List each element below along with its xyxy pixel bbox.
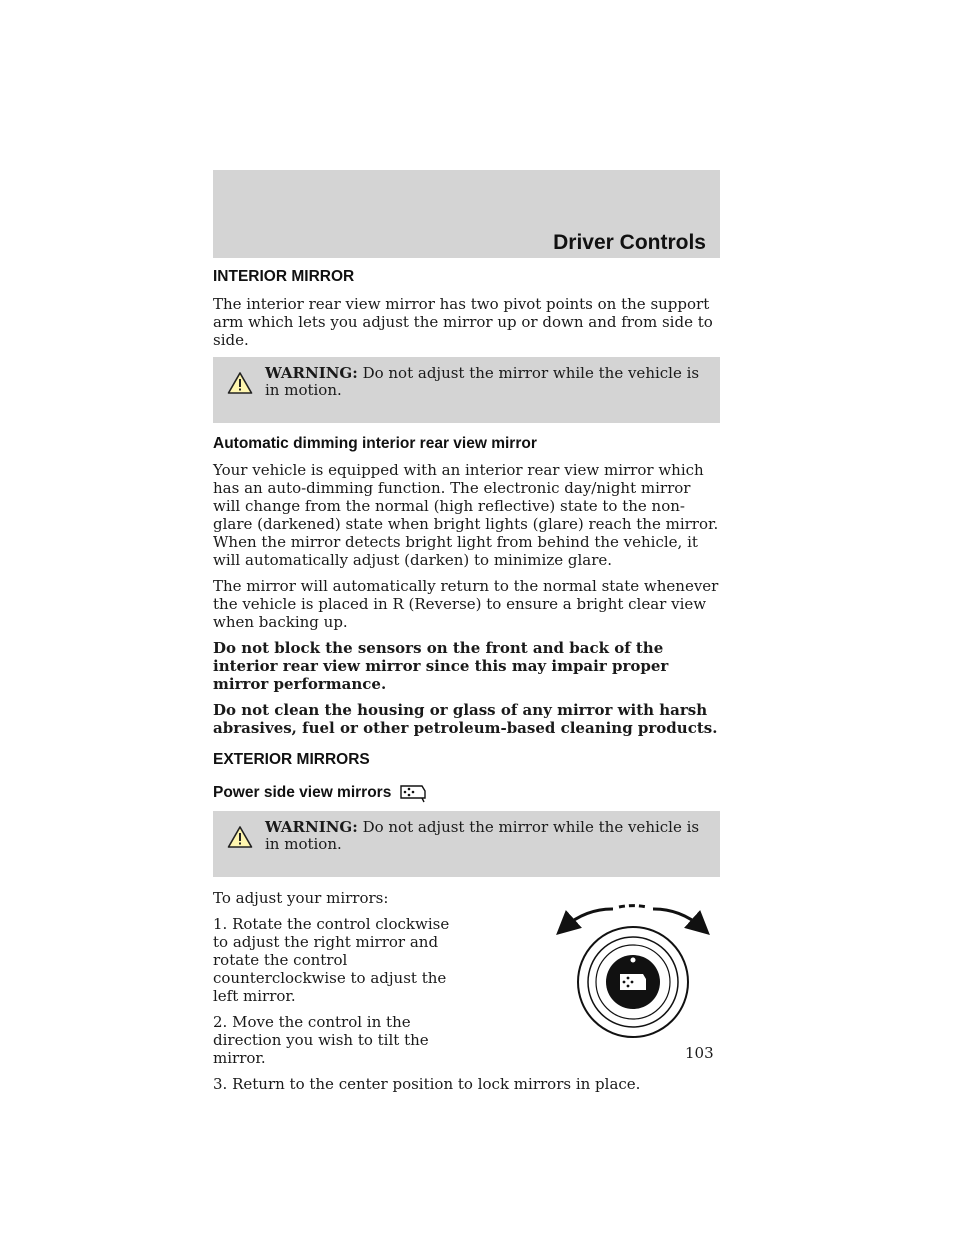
warning-label: WARNING: (265, 818, 358, 836)
rotation-arrow-left (565, 909, 613, 927)
warning-label: WARNING: (265, 364, 358, 382)
warning-text: Do not adjust the mirror while the vehicle is in motion. (265, 364, 700, 399)
auto-dimming-paragraph-1: Your vehicle is equipped with an interior rear view mirror which has an auto-dimming function. The electronic day/night mirror will change from the normal (high reflective) state to the non-glare (darkened) state when bright lights (glare) reach the mirror. When the mirror detects bright light from behind the vehicle, it will automatically adjust (darken) to minimize glare. (213, 461, 719, 569)
auto-dimming-paragraph-2: The mirror will automatically return to the normal state whenever the vehicle is placed in R (Reverse) to ensure a bright clear view when backing up. (213, 577, 719, 631)
step-2: 2. Move the control in the direction you wish to tilt the mirror. (213, 1013, 429, 1067)
section-header-band (213, 170, 720, 258)
rotation-arrow-right (653, 909, 701, 927)
adjust-instructions (213, 889, 720, 1067)
page-number: 103 (685, 1044, 714, 1062)
section-title: Driver Controls (553, 231, 706, 254)
interior-mirror-intro: The interior rear view mirror has two pivot points on the support arm which lets you adjust the mirror up or down and from side to side. (213, 295, 713, 349)
warning-text: Do not adjust the mirror while the vehicle is in motion. (265, 818, 700, 853)
step-1: 1. Rotate the control clockwise to adjust the right mirror and rotate the control counterclockwise to adjust the left mirror. (213, 915, 450, 1005)
page-content (213, 268, 720, 1101)
power-mirrors-heading (213, 783, 720, 803)
adjust-intro: To adjust your mirrors: (213, 889, 389, 907)
sensor-caution: Do not block the sensors on the front and back of the interior rear view mirror since this may impair proper mirror performance. (213, 639, 669, 693)
warning-triangle-icon (227, 825, 253, 849)
power-mirrors-label: Power side view mirrors (213, 784, 392, 802)
interior-mirror-heading: INTERIOR MIRROR (213, 268, 355, 285)
interior-warning-box (213, 357, 720, 423)
mirror-control-dial-illustration (553, 887, 713, 1047)
exterior-mirrors-heading: EXTERIOR MIRRORS (213, 751, 370, 768)
cleaning-caution: Do not clean the housing or glass of any mirror with harsh abrasives, fuel or other petroleum-based cleaning products. (213, 701, 718, 737)
exterior-warning-box (213, 811, 720, 877)
step-3: 3. Return to the center position to lock mirrors in place. (213, 1075, 641, 1093)
auto-dimming-heading: Automatic dimming interior rear view mirror (213, 435, 537, 452)
dial-indicator-dot (631, 958, 636, 963)
warning-triangle-icon (227, 371, 253, 395)
power-mirror-icon (398, 783, 428, 803)
